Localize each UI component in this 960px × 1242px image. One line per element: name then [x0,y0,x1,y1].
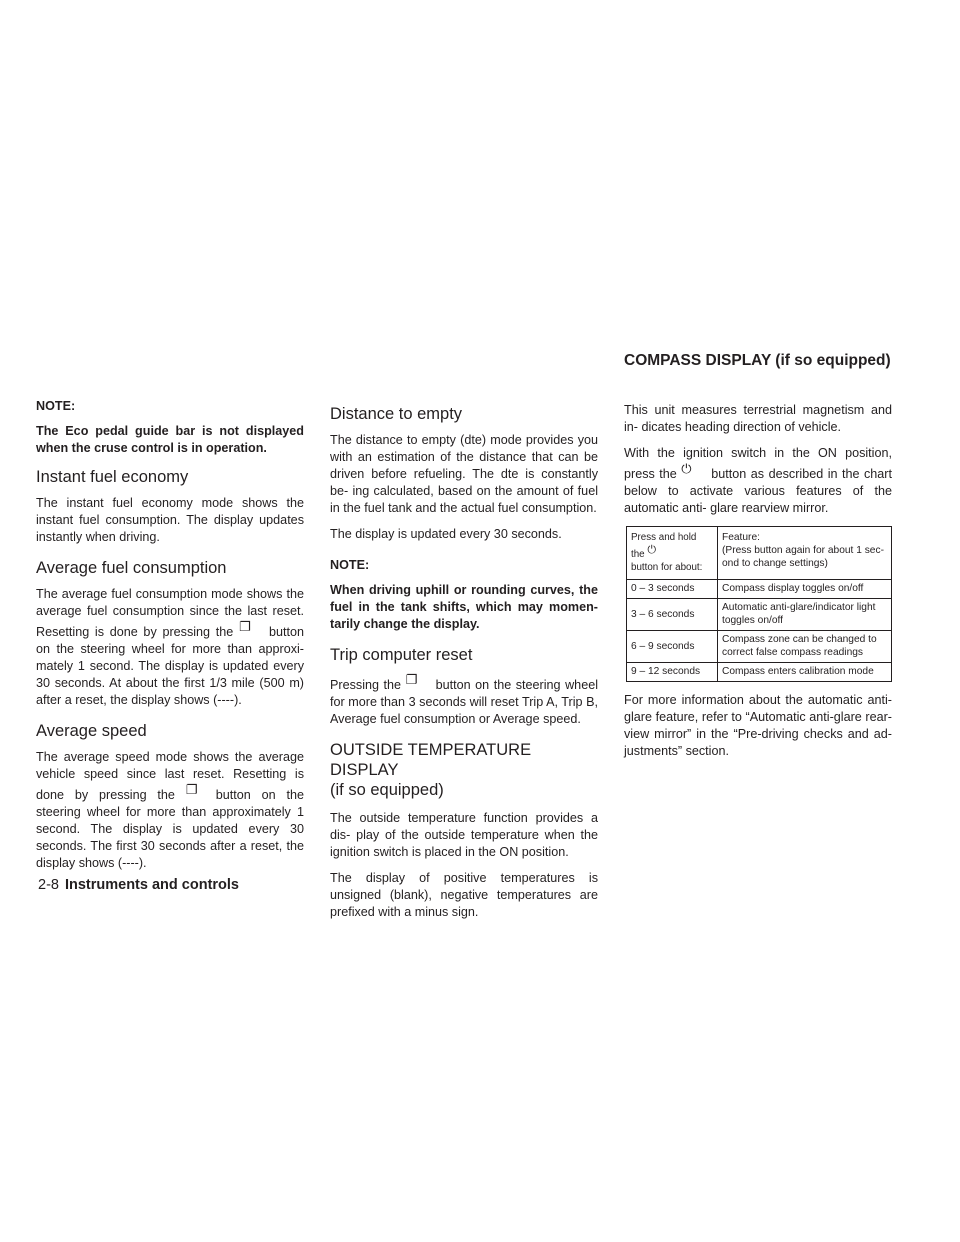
table-row [627,599,892,631]
table-cell-duration: 0 – 3 seconds [627,580,718,599]
column-middle [330,398,598,930]
table-header-feature [718,527,892,580]
instant-fuel-body: The instant fuel economy mode shows the instant fuel consumption. The display updates instantly when driving. [36,496,304,544]
compass-press-instructions [624,445,892,517]
table-row [627,580,892,599]
table-cell-feature: Compass zone can be changed to correct false compass readings [718,631,892,663]
trip-reset-body [330,673,598,728]
table-row [627,631,892,663]
table-header-feature-line1: Feature: [722,532,760,543]
compass-intro: This unit measures terrestrial magnetism and in- dicates heading direction of vehicle. [624,403,892,434]
table-header-duration-line1: Press and hold [631,532,697,543]
outside-temperature-body-1: The outside temperature function provides a dis- play of the outside temperature when the ignition switch is placed in the ON position. [330,811,598,859]
average-speed-body-post: button on the steering wheel for more than approximately 1 second. The display is updated every 30 seconds. The first 30 seconds after a reset, the display shows (----). [36,788,305,870]
average-speed-body-pre: The average speed mode shows the average vehicle speed since last reset. Resetting is done by pressing the [36,750,304,802]
average-fuel-body-pre: The average fuel consumption mode shows the average fuel consumption since the last reset. Resetting is done by pressing the [36,587,304,639]
average-speed-body [36,749,304,872]
steering-button-icon: ❐ [185,782,198,797]
note-title: NOTE: [36,399,76,413]
trip-reset-heading: Trip computer reset [330,646,473,664]
note-body: The Eco pedal guide bar is not displayed when the cruse control is in operation. [36,424,304,455]
steering-button-icon: ❐ [405,672,418,687]
average-fuel-heading: Average fuel consumption [36,559,227,577]
table-header-row [627,527,892,580]
page-number: 2-8 [38,877,59,893]
page-footer [38,876,239,894]
power-button-icon: ⏻ [681,461,692,476]
distance-to-empty-body: The distance to empty (dte) mode provides you with an estimation of the distance that can be driven before refueling. The dte is constantly be- ing calculated, based on the amount of fuel in the fuel tank and the actual fuel consumption. [330,433,598,515]
instant-fuel-heading: Instant fuel economy [36,468,189,486]
distance-to-empty-update: The display is updated every 30 seconds. [330,527,562,541]
compass-press-post: button as described in the chart below to activate various features of the automatic anti- glare rearview mirror. [624,467,892,515]
compass-features-table [626,526,892,682]
table-cell-feature: Automatic anti-glare/indicator light toggles on/off [718,599,892,631]
column-right [624,402,892,769]
table-cell-duration: 9 – 12 seconds [627,663,718,682]
table-header-duration-line3: button for about: [631,562,703,573]
trip-reset-body-post: button on the steering wheel for more than 3 seconds will reset Trip A, Trip B, Average fuel consumption or Average speed. [330,678,598,726]
table-header-duration-line2: the [631,549,645,560]
note-body: When driving uphill or rounding curves, the fuel in the tank shifts, which may momen- tarily change the display. [330,583,598,631]
trip-reset-body-pre: Pressing the [330,678,402,692]
column-left [36,398,304,881]
steering-button-icon: ❐ [238,619,251,634]
table-header-feature-line2: (Press button again for about 1 sec- ond to change settings) [722,545,884,569]
distance-to-empty-heading: Distance to empty [330,405,463,423]
outside-temperature-heading-line1: OUTSIDE TEMPERATURE DISPLAY [330,741,532,779]
footer-title: Instruments and controls [64,877,239,893]
table-cell-duration: 6 – 9 seconds [627,631,718,663]
table-row [627,663,892,682]
average-fuel-body-post: button on the steering wheel for more than approxi- mately 1 second. The display is updated every 30 seconds. At about the first 1/3 mile (500 m) after a reset, the display shows (----). [36,625,304,707]
outside-temperature-heading-line2: (if so equipped) [330,781,444,799]
average-fuel-body [36,586,304,709]
table-cell-feature: Compass enters calibration mode [718,663,892,682]
outside-temperature-heading [330,740,598,800]
power-button-icon: ⏻ [647,544,657,556]
compass-press-pre: With the ignition switch in the ON position, press the [624,446,892,481]
table-cell-feature: Compass display toggles on/off [718,580,892,599]
table-cell-duration: 3 – 6 seconds [627,599,718,631]
section-header: COMPASS DISPLAY (if so equipped) [624,352,891,369]
outside-temperature-body-2: The display of positive temperatures is unsigned (blank), negative temperatures are prefixed with a minus sign. [330,871,598,919]
compass-more-info: For more information about the automatic anti- glare feature, refer to “Automatic anti-glare rear- view mirror” in the “Pre-driving checks and ad- justments” section. [624,693,892,758]
average-speed-heading: Average speed [36,722,147,740]
note-title: NOTE: [330,558,370,572]
table-header-duration [627,527,718,580]
